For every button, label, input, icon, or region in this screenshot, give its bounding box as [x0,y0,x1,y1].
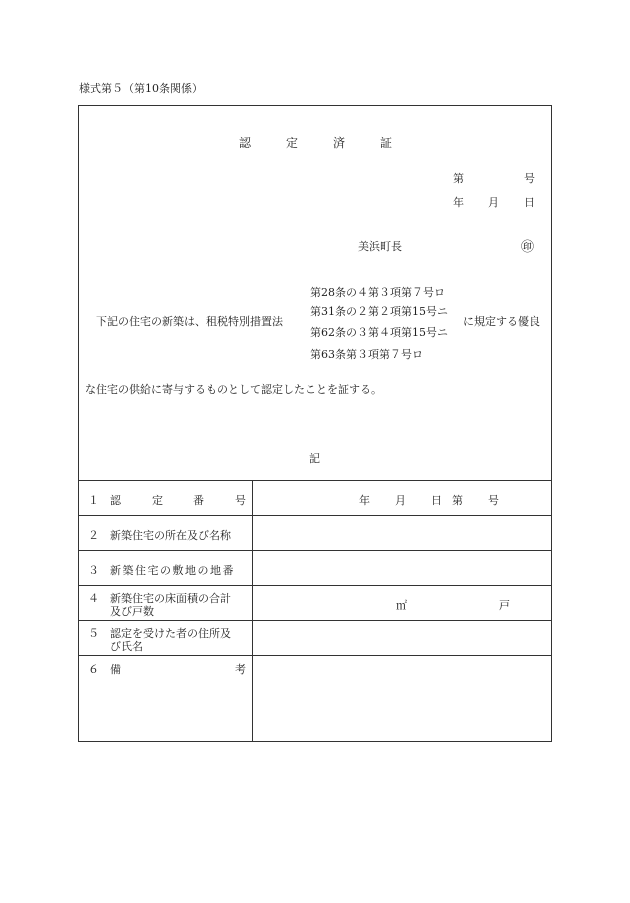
row-label-char: 番 [193,494,204,507]
form-number-label: 様式第５（第10条関係） [79,82,203,95]
date-day-label: 日 [524,196,535,209]
table-row-divider [78,550,552,551]
frame-left-border [78,105,79,742]
row-number: ６ [88,663,99,676]
row-label-char: 定 [152,494,163,507]
body-lead-text: 下記の住宅の新築は、租税特別措置法 [96,315,283,328]
title-char: 証 [380,136,393,150]
law-article: 第31条の２第２項第15号ニ [310,305,448,318]
law-article: 第63条第３項第７号ロ [310,348,423,361]
row-label-line: 認定を受けた者の住所及 [110,627,231,640]
title-char: 認 [239,136,252,150]
row-label-char: 認 [110,494,121,507]
row-label: 新築住宅の所在及び名称 [110,529,231,542]
law-article: 第62条の３第４項第15号ニ [310,326,448,339]
row-number: ３ [88,564,99,577]
row-label-char: 考 [235,663,246,676]
frame-right-border [551,105,552,742]
row1-day-label: 日 [431,494,442,507]
certificate-number-dai: 第 [453,172,464,185]
row1-dai-label: 第 [452,494,463,507]
row-label: 新築住宅の敷地の地番 [110,564,235,577]
ki-heading: 記 [309,452,320,465]
row-label-line: び氏名 [110,640,143,653]
row-label-line: 及び戸数 [110,605,154,618]
table-column-divider [252,480,253,741]
row-number: ２ [88,529,99,542]
issuer-name: 美浜町長 [358,240,402,253]
row-number: １ [88,494,99,507]
body-tail-text: に規定する優良 [463,315,540,328]
frame-top-border [78,105,552,106]
table-row-divider [78,620,552,621]
row1-year-label: 年 [359,494,370,507]
row-number: ４ [88,592,99,605]
title-char: 済 [333,136,346,150]
law-article: 第28条の４第３項第７号ロ [310,286,445,299]
table-row-divider [78,585,552,586]
table-top-border [78,480,552,481]
body-continuation-text: な住宅の供給に寄与するものとして認定したことを証する。 [85,383,382,396]
date-month-label: 月 [488,196,499,209]
date-year-label: 年 [453,196,464,209]
unit-count-label: 戸 [499,599,510,612]
row-number: ５ [88,627,99,640]
row-label-char: 号 [235,494,246,507]
certificate-number-go: 号 [524,172,535,185]
seal-mark: ㊞ [521,240,535,255]
row1-month-label: 月 [395,494,406,507]
table-row-divider [78,515,552,516]
title-char: 定 [286,136,299,150]
frame-bottom-border [78,741,552,742]
row-label-char: 備 [110,663,121,676]
area-unit: ㎡ [396,599,407,612]
row1-go-label: 号 [488,494,499,507]
table-row-divider [78,655,552,656]
row-label-line: 新築住宅の床面積の合計 [110,592,231,605]
